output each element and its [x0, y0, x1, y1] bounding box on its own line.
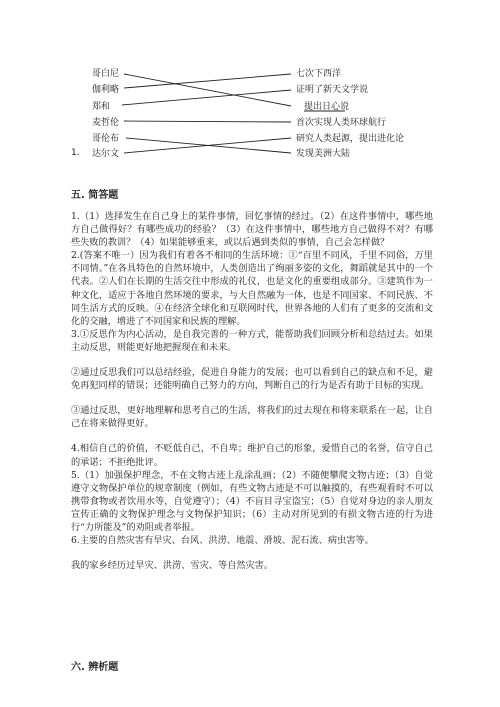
answers-content — [71, 210, 433, 572]
answer-paragraph: ②通过反思我们可以总结经验，促进自身能力的发展；也可以看到自己的缺点和不足，避免再犯同样的错误；还能明确自己努力的方向，判断自己的行为是否有助于目标的实现。 — [71, 367, 433, 392]
answer-paragraph: 4.相信自己的价值，不贬低自己，不自卑；维护自己的形象，爱惜自己的名誉，信守自己的承诺；不拒绝批评。 — [71, 443, 433, 468]
match-line-3 — [122, 90, 291, 105]
answer-paragraph: 3.①反思作为内心活动，是自我完善的一种方式，能帮助我们回顾分析和总结过去。如果主动反思，则能更好地把握现在和未来。 — [71, 328, 433, 353]
match-left-3: 麦哲伦 — [92, 118, 120, 128]
matching-lines — [0, 0, 500, 170]
match-right-0: 七次下西洋 — [296, 69, 342, 79]
match-left-4: 哥伦布 — [92, 134, 120, 144]
match-line-4 — [124, 121, 291, 122]
answer-paragraph: 2.(答案不唯一）因为我们有着各不相同的生活环境：①“百里不同风，千里不同俗，万里不同情。”在各具特色的自然环境中，人类创造出了绚丽多姿的文化，舞蹈就是其中的一个代表。②人们在长期的生活交往中形成的礼仪，也是文化的重要组成部分。③建筑作为一种文化，适应于各地自然环境的要求，与大自然融为一体，也是不同国家、不同民族、不同生活方式的反映。④在经济全球化和互联网时代，世界各地的人们有了更多的交流和文化的交融，增进了不同国家和民族的理解。 — [71, 250, 433, 327]
match-right-1: 证明了新天文学说 — [296, 85, 369, 95]
section-title-analysis: 六. 辨析题 — [71, 662, 119, 673]
match-right-3: 首次实现人类环球航行 — [296, 118, 387, 128]
answer-paragraph: 6.主要的自然灾害有旱灾、台风、洪涝、地震、滑坡、泥石流、病虫害等。 — [71, 535, 374, 547]
answer-paragraph: 我的家乡经历过旱灾、洪涝、雪灾、等自然灾害。 — [71, 560, 274, 572]
answer-paragraph: ③通过反思，更好地理解和思考自己的生活，将我们的过去现在和将来联系在一起，让自己在将来做得更好。 — [71, 405, 433, 430]
match-right-5: 发现美洲大陆 — [296, 149, 351, 159]
spacer — [71, 354, 433, 366]
match-right-2: 提出日心说 — [304, 102, 350, 112]
match-right-4: 研究人类起源，提出进化论 — [296, 134, 405, 144]
match-left-5: 达尔文 — [92, 149, 120, 159]
question-number: 1. — [71, 148, 80, 158]
answer-paragraph: 5.（1）加强保护理念，不在文物古迹上乱涂乱画；（2）不随便攀爬文物古迹；（3）自觉遵守文物保护单位的规章制度（例如，有些文物古迹是不可以触摸的，有些观看时不可以携带食物或者饮用水等，自觉遵守）；（4）不盲目寻宝盗宝；（5）自觉对身边的亲人朋友宣传正确的文物保护理念与文物保护知识；（6）主动对所见到的有损文物古迹的行为进行“力所能及”的劝阻或者举报。 — [71, 469, 433, 533]
section-title-short-answer: 五. 简答题 — [71, 190, 119, 201]
match-line-2 — [124, 74, 291, 106]
match-line-1 — [124, 74, 291, 88]
spacer — [71, 547, 433, 559]
matching-area — [0, 0, 500, 170]
spacer — [71, 430, 433, 442]
answer-paragraph: 1.（1）选择发生在自己身上的某件事情，回忆事情的经过。（2）在这件事情中，哪些地方自己做得好？有哪些成功的经验？（3）在这件事情中，哪些地方自己做得不对？有哪些失败的教训？（4）如果能够重来，或以后遇到类似的事情，自己会怎样做？ — [71, 211, 433, 249]
spacer — [71, 392, 433, 404]
match-left-2: 郑和 — [92, 102, 111, 112]
match-left-0: 哥白尼 — [92, 69, 120, 79]
match-left-1: 伽利略 — [92, 85, 120, 95]
